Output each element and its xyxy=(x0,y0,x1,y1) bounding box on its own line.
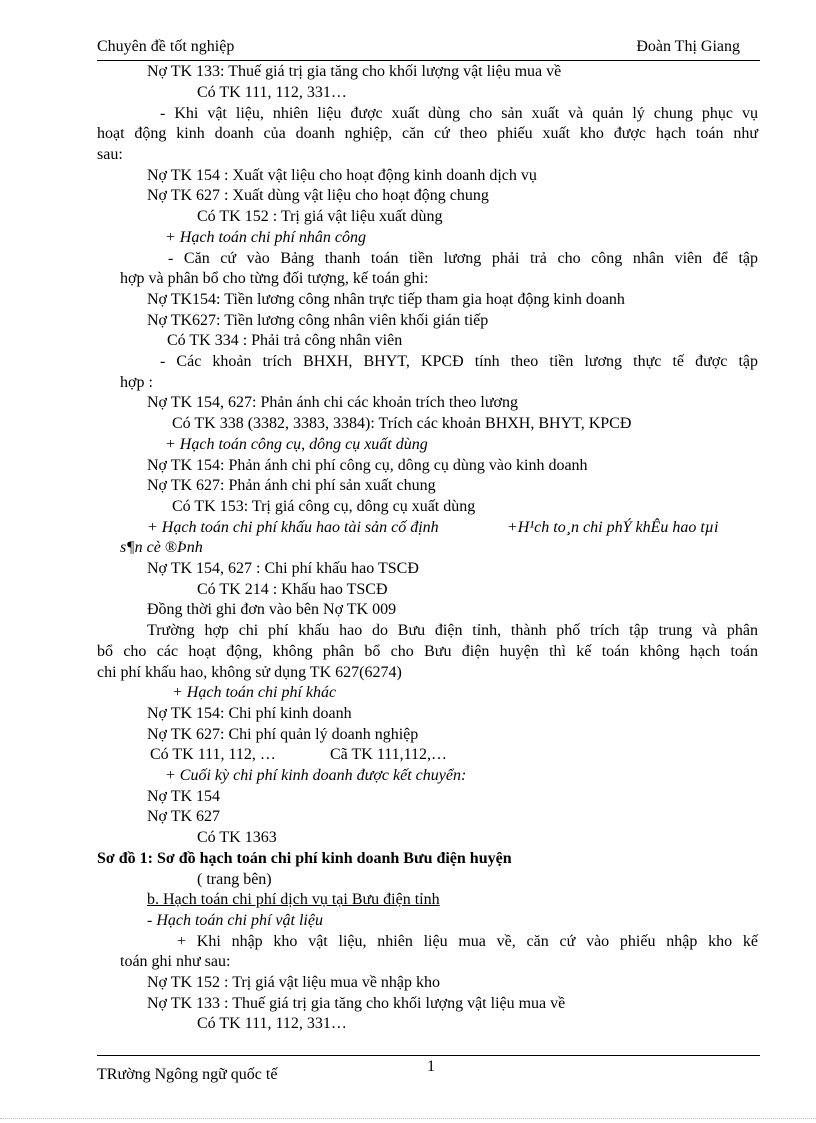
section-heading: + Cuối kỳ chi phí kinh doanh được kết chuyển: xyxy=(165,767,467,784)
text-line: Có TK 153: Trị giá công cụ, dông cụ xuất dùng xyxy=(172,498,476,515)
text-line: chi phí khấu hao, không sử dụng TK 627(6274) xyxy=(97,664,402,681)
section-heading: + Hạch toán chi phí nhân công xyxy=(165,229,366,246)
text-line: Nợ TK 154, 627: Phản ánh chi các khoản trích theo lương xyxy=(147,394,518,411)
section-heading: - Hạch toán chi phí vật liệu xyxy=(147,912,323,929)
text-line: Nợ TK 627: Phản ánh chi phí sản xuất chung xyxy=(147,477,436,494)
diagram-title: Sơ đồ 1: Sơ đồ hạch toán chi phí kinh doanh Bưu điện huyện xyxy=(97,850,512,867)
text-line: - Căn cứ vào Bảng thanh toán tiền lương phải trả cho công nhân viên để tập xyxy=(168,250,758,267)
text-line: Nợ TK 627 : Xuất dùng vật liệu cho hoạt động chung xyxy=(147,187,489,204)
header-title: Chuyên đề tốt nghiệp xyxy=(97,38,235,55)
section-heading: + Hạch toán chi phí khấu hao tài sản cố định xyxy=(147,519,439,536)
text-line: Nợ TK 152 : Trị giá vật liệu mua về nhập kho xyxy=(147,974,441,991)
text-line: Nợ TK 133 : Thuế giá trị gia tăng cho khối lượng vật liệu mua về xyxy=(147,995,566,1012)
text-line: Có TK 152 : Trị giá vật liệu xuất dùng xyxy=(197,208,443,225)
text-line: Đồng thời ghi đơn vào bên Nợ TK 009 xyxy=(147,601,397,618)
text-line: ( trang bên) xyxy=(197,871,272,888)
text-line: Nợ TK 154: Chi phí kinh doanh xyxy=(147,705,352,722)
text-line: + Khi nhập kho vật liệu, nhiên liệu mua về, căn cứ vào phiếu nhập kho kế xyxy=(177,933,758,950)
text-line: Nợ TK627: Tiền lương công nhân viên khối gián tiếp xyxy=(147,312,489,329)
text-line: Có TK 214 : Khấu hao TSCĐ xyxy=(197,581,388,598)
page-number: 1 xyxy=(427,1058,435,1075)
text-line: Nợ TK 133: Thuế giá trị gia tăng cho khối lượng vật liệu mua về xyxy=(147,63,562,80)
text-line: Có TK 111, 112, 331… xyxy=(197,1015,347,1032)
footer-school: TRường Ngông ngữ quốc tế xyxy=(97,1066,278,1083)
text-line: Nợ TK154: Tiền lương công nhân trực tiếp tham gia hoạt động kinh doanh xyxy=(147,291,625,308)
text-line: Nợ TK 154, 627 : Chi phí khấu hao TSCĐ xyxy=(147,560,419,577)
text-line: hợp và phân bổ cho từng đối tượng, kế toán ghi: xyxy=(120,270,429,287)
text-line: Nợ TK 154 : Xuất vật liệu cho hoạt động kinh doanh dịch vụ xyxy=(147,167,537,184)
text-line: Nợ TK 627: Chi phí quản lý doanh nghiệp xyxy=(147,726,419,743)
page-header xyxy=(97,38,760,60)
text-line: Có TK 1363 xyxy=(197,829,277,846)
text-line: Có TK 338 (3382, 3383, 3384): Trích các khoản BHXH, BHYT, KPCĐ xyxy=(172,415,632,432)
text-line: sau: xyxy=(97,146,123,163)
section-heading: + Hạch toán công cụ, dông cụ xuất dùng xyxy=(165,436,428,453)
garbled-heading: +H¹ch to¸n chi phÝ khÊu hao tµi xyxy=(507,519,719,536)
garbled-text: Cã TK 111,112,… xyxy=(330,746,448,763)
text-line: Nợ TK 154: Phản ánh chi phí công cụ, dông cụ dùng vào kinh doanh xyxy=(147,457,588,474)
garbled-heading: s¶n cè ®Þnh xyxy=(120,539,203,556)
text-line: Trường hợp chi phí khấu hao do Bưu điện tỉnh, thành phố trích tập trung và phân xyxy=(147,622,758,639)
page-bottom-border xyxy=(0,1118,816,1119)
text-line: Có TK 111, 112, … xyxy=(150,746,276,763)
section-heading: + Hạch toán chi phí khác xyxy=(172,684,337,701)
text-line: bổ cho các hoạt động, không phân bổ cho Bưu điện huyện thì kế toán không hạch toán xyxy=(97,643,758,660)
text-line: hợp : xyxy=(120,374,153,391)
text-line: Có TK 111, 112, 331… xyxy=(197,84,347,101)
header-author: Đoàn Thị Giang xyxy=(636,38,740,55)
header-divider xyxy=(97,60,760,61)
text-line: hoạt động kinh doanh của doanh nghiệp, căn cứ theo phiếu xuất kho được hạch toán như xyxy=(97,125,758,142)
text-line: - Khi vật liệu, nhiên liệu được xuất dùng cho sản xuất và quản lý chung phục vụ xyxy=(160,105,758,122)
text-line: Nợ TK 627 xyxy=(147,808,221,825)
text-line: toán ghi như sau: xyxy=(120,953,231,970)
subsection-title: b. Hạch toán chi phí dịch vụ tại Bưu điện tỉnh xyxy=(147,891,440,908)
text-line: - Các khoản trích BHXH, BHYT, KPCĐ tính theo tiền lương thực tế được tập xyxy=(160,353,758,370)
footer-divider xyxy=(97,1055,760,1056)
text-line: Có TK 334 : Phải trả công nhân viên xyxy=(167,332,403,349)
text-line: Nợ TK 154 xyxy=(147,788,221,805)
